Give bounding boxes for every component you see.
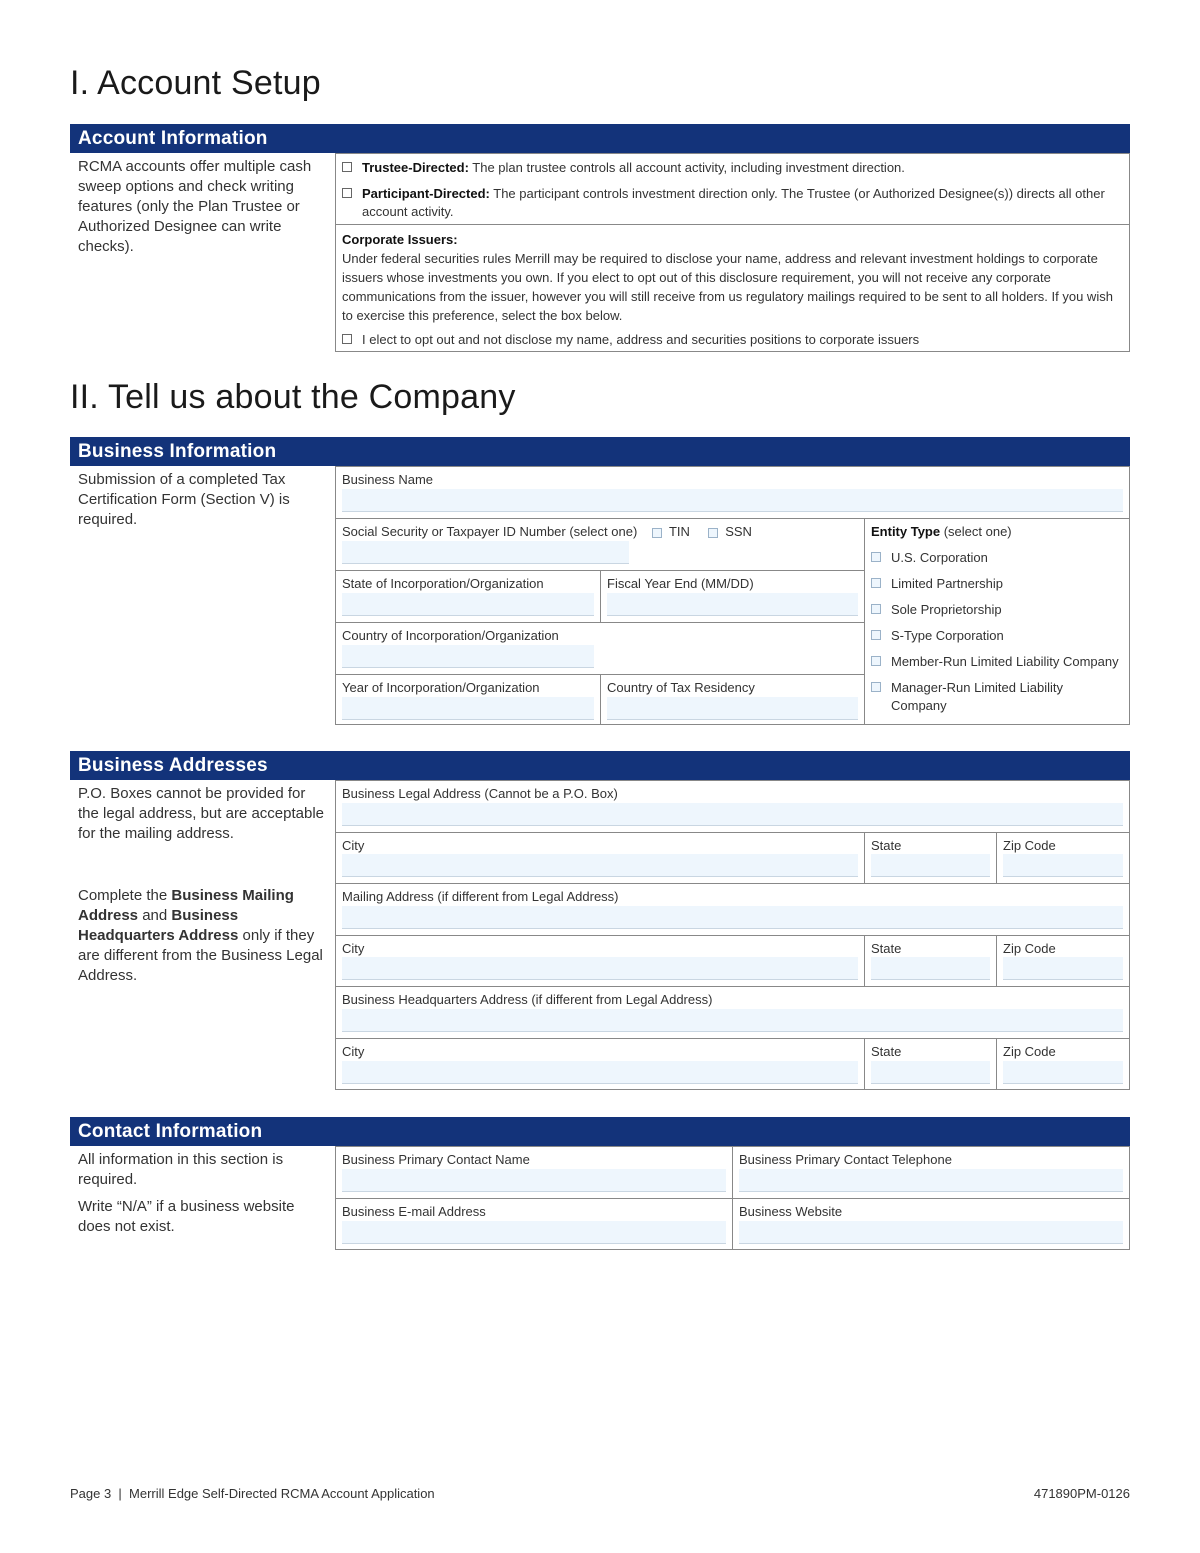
sole-proprietorship-label: Sole Proprietorship	[891, 602, 1002, 617]
legal-address-cell	[336, 781, 1129, 833]
corporate-issuers-text: Under federal securities rules Merrill may be required to disclose your name, address and relevant investment holdings to corporate issuers whose investments you own. If you elect to opt out of this disclosure requirement, you will not receive any corporate communications from the issuer, however you will still receive from us regulatory mailings required to be sent to all holders. If you wish to exercise this preference, select the box below.	[342, 251, 1113, 323]
fiscal-year-label: Fiscal Year End (MM/DD)	[607, 576, 754, 591]
legal-address-label: Business Legal Address (Cannot be a P.O. Box)	[342, 786, 618, 801]
note2-a: Complete the	[78, 887, 172, 904]
note2-b: Business Mailing Address	[78, 887, 294, 924]
hq-address-cell	[336, 987, 1129, 1039]
legal-zip-input[interactable]	[1003, 854, 1123, 877]
contact-name-input[interactable]	[342, 1169, 726, 1192]
limited-partnership-checkbox[interactable]	[871, 578, 881, 588]
mailing-state-cell	[865, 936, 997, 987]
year-incorporation-label: Year of Incorporation/Organization	[342, 680, 540, 695]
mailing-address-cell	[336, 884, 1129, 936]
ssn-checkbox[interactable]	[708, 528, 718, 538]
state-incorporation-label: State of Incorporation/Organization	[342, 576, 544, 591]
us-corporation-label: U.S. Corporation	[891, 550, 988, 565]
trustee-directed-label: Trustee-Directed:	[362, 160, 469, 175]
legal-address-input[interactable]	[342, 803, 1123, 826]
country-tax-cell	[601, 675, 865, 724]
legal-city-label: City	[342, 838, 365, 853]
opt-out-option[interactable]	[342, 331, 1123, 349]
account-information-note	[78, 157, 330, 264]
state-incorporation-cell	[336, 571, 601, 623]
trustee-directed-option[interactable]	[342, 159, 1123, 177]
hq-state-input[interactable]	[871, 1061, 990, 1084]
limited-partnership-label: Limited Partnership	[891, 576, 1003, 591]
mailing-city-input[interactable]	[342, 957, 858, 980]
hq-zip-label: Zip Code	[1003, 1044, 1056, 1059]
sole-proprietorship-checkbox[interactable]	[871, 604, 881, 614]
country-incorporation-label: Country of Incorporation/Organization	[342, 628, 559, 643]
legal-state-input[interactable]	[871, 854, 990, 877]
state-incorporation-input[interactable]	[342, 593, 594, 616]
tin-checkbox[interactable]	[652, 528, 662, 538]
note2-c: and	[138, 907, 172, 924]
mailing-state-label: State	[871, 941, 902, 956]
year-incorporation-input[interactable]	[342, 697, 594, 720]
hq-state-cell	[865, 1039, 997, 1089]
participant-directed-label: Participant-Directed:	[362, 186, 490, 201]
participant-directed-checkbox[interactable]	[342, 188, 352, 198]
contact-name-cell	[336, 1147, 733, 1199]
email-input[interactable]	[342, 1221, 726, 1244]
entity-type-hint: (select one)	[940, 524, 1012, 539]
country-incorporation-input[interactable]	[342, 645, 594, 668]
business-addresses-form	[335, 780, 1130, 1090]
business-information-form	[335, 466, 1130, 725]
legal-zip-cell	[997, 833, 1129, 884]
mailing-state-input[interactable]	[871, 957, 990, 980]
participant-directed-text: The participant controls investment direction only. The Trustee (or Authorized Designee(s)) directs all other account activity.	[362, 186, 1105, 219]
hq-address-label: Business Headquarters Address (if different from Legal Address)	[342, 992, 713, 1007]
account-information-panel	[70, 124, 1130, 352]
email-label: Business E-mail Address	[342, 1204, 486, 1219]
trustee-directed-text: The plan trustee controls all account activity, including investment direction.	[468, 160, 905, 175]
email-cell	[336, 1199, 733, 1249]
business-information-note	[78, 470, 330, 537]
business-name-cell	[336, 467, 1129, 519]
tin-label: TIN	[668, 524, 690, 539]
country-tax-label: Country of Tax Residency	[607, 680, 755, 695]
year-incorporation-cell	[336, 675, 601, 724]
hq-zip-cell	[997, 1039, 1129, 1089]
section-title-company: II. Tell us about the Company	[70, 378, 516, 416]
hq-city-label: City	[342, 1044, 365, 1059]
account-information-header: Account Information	[70, 124, 1130, 153]
mailing-city-cell	[336, 936, 865, 987]
footer-form-number: 471890PM-0126	[1033, 1486, 1130, 1501]
entity-type-label: Entity Type	[871, 524, 941, 539]
manager-run-llc-label: Manager-Run Limited Liability Company	[891, 680, 1063, 713]
note2-d: Business Headquarters Address	[78, 907, 239, 944]
business-name-label: Business Name	[342, 472, 434, 487]
entity-type-heading	[871, 524, 1012, 539]
entity-option-member-run-llc[interactable]	[871, 653, 1125, 671]
section-title-account-setup: I. Account Setup	[70, 64, 321, 102]
po-box-note: P.O. Boxes cannot be provided for the legal address, but are acceptable for the mailing address.	[78, 785, 324, 842]
tax-id-input[interactable]	[342, 541, 629, 564]
ssn-label: SSN	[725, 524, 752, 539]
hq-zip-input[interactable]	[1003, 1061, 1123, 1084]
mailing-zip-input[interactable]	[1003, 957, 1123, 980]
mailing-address-label: Mailing Address (if different from Legal Address)	[342, 889, 619, 904]
business-addresses-panel	[70, 751, 1130, 1090]
tax-id-cell	[336, 519, 865, 571]
website-label: Business Website	[739, 1204, 843, 1219]
contact-information-header: Contact Information	[70, 1117, 1130, 1146]
contact-phone-cell	[733, 1147, 1129, 1199]
website-cell	[733, 1199, 1129, 1249]
account-information-note-text: RCMA accounts offer multiple cash sweep options and check writing features (only the Plan Trustee or Authorized Designee can write checks).	[78, 158, 312, 255]
hq-city-input[interactable]	[342, 1061, 858, 1084]
tax-id-label-row	[342, 524, 752, 539]
business-information-note-text: Submission of a completed Tax Certification Form (Section V) is required.	[78, 471, 290, 528]
website-na-note: Write “N/A” if a business website does not exist.	[78, 1198, 295, 1235]
legal-state-label: State	[871, 838, 902, 853]
entity-option-sole-proprietorship[interactable]	[871, 601, 1002, 619]
page-footer	[70, 1486, 1130, 1501]
contact-phone-label: Business Primary Contact Telephone	[739, 1152, 952, 1167]
corporate-issuers-title: Corporate Issuers:	[342, 232, 458, 247]
fiscal-year-cell	[601, 571, 865, 623]
opt-out-text: I elect to opt out and not disclose my name, address and securities positions to corporate issuers	[362, 332, 920, 347]
contact-name-label: Business Primary Contact Name	[342, 1152, 530, 1167]
mailing-city-label: City	[342, 941, 365, 956]
member-run-llc-checkbox[interactable]	[871, 656, 881, 666]
business-addresses-note	[78, 784, 330, 993]
entity-option-us-corporation[interactable]	[871, 549, 988, 567]
entity-type-cell	[865, 519, 1129, 724]
contact-phone-input[interactable]	[739, 1169, 1123, 1192]
note2-e: only if they are different from the Business Legal Address.	[78, 927, 323, 984]
hq-city-cell	[336, 1039, 865, 1089]
corporate-issuers-section	[336, 225, 1129, 351]
legal-zip-label: Zip Code	[1003, 838, 1056, 853]
mailing-zip-label: Zip Code	[1003, 941, 1056, 956]
legal-state-cell	[865, 833, 997, 884]
participant-directed-option[interactable]	[342, 185, 1123, 221]
direction-options	[336, 154, 1129, 225]
s-type-corporation-label: S-Type Corporation	[891, 628, 1004, 643]
country-tax-input[interactable]	[607, 697, 858, 720]
legal-city-input[interactable]	[342, 854, 858, 877]
contact-information-form	[335, 1146, 1130, 1250]
entity-option-manager-run-llc[interactable]	[871, 679, 1071, 715]
contact-information-note	[78, 1150, 330, 1244]
country-incorporation-cell	[336, 623, 865, 675]
business-addresses-header: Business Addresses	[70, 751, 1130, 780]
account-options-box	[335, 153, 1130, 352]
mailing-zip-cell	[997, 936, 1129, 987]
fiscal-year-input[interactable]	[607, 593, 858, 616]
us-corporation-checkbox[interactable]	[871, 552, 881, 562]
tax-id-label: Social Security or Taxpayer ID Number (select one)	[342, 524, 638, 539]
business-information-header: Business Information	[70, 437, 1130, 466]
business-name-input[interactable]	[342, 489, 1123, 512]
website-input[interactable]	[739, 1221, 1123, 1244]
business-information-panel	[70, 437, 1130, 725]
entity-option-s-type-corporation[interactable]	[871, 627, 1004, 645]
s-type-corporation-checkbox[interactable]	[871, 630, 881, 640]
entity-option-limited-partnership[interactable]	[871, 575, 1003, 593]
contact-required-note: All information in this section is required.	[78, 1151, 284, 1188]
mailing-address-input[interactable]	[342, 906, 1123, 929]
hq-address-input[interactable]	[342, 1009, 1123, 1032]
contact-information-panel	[70, 1117, 1130, 1250]
footer-page-info: Page 3 | Merrill Edge Self-Directed RCMA Account Application	[70, 1486, 435, 1501]
member-run-llc-label: Member-Run Limited Liability Company	[891, 654, 1119, 669]
manager-run-llc-checkbox[interactable]	[871, 682, 881, 692]
opt-out-checkbox[interactable]	[342, 334, 352, 344]
trustee-directed-checkbox[interactable]	[342, 162, 352, 172]
hq-state-label: State	[871, 1044, 902, 1059]
mailing-hq-note	[78, 886, 330, 986]
legal-city-cell	[336, 833, 865, 884]
